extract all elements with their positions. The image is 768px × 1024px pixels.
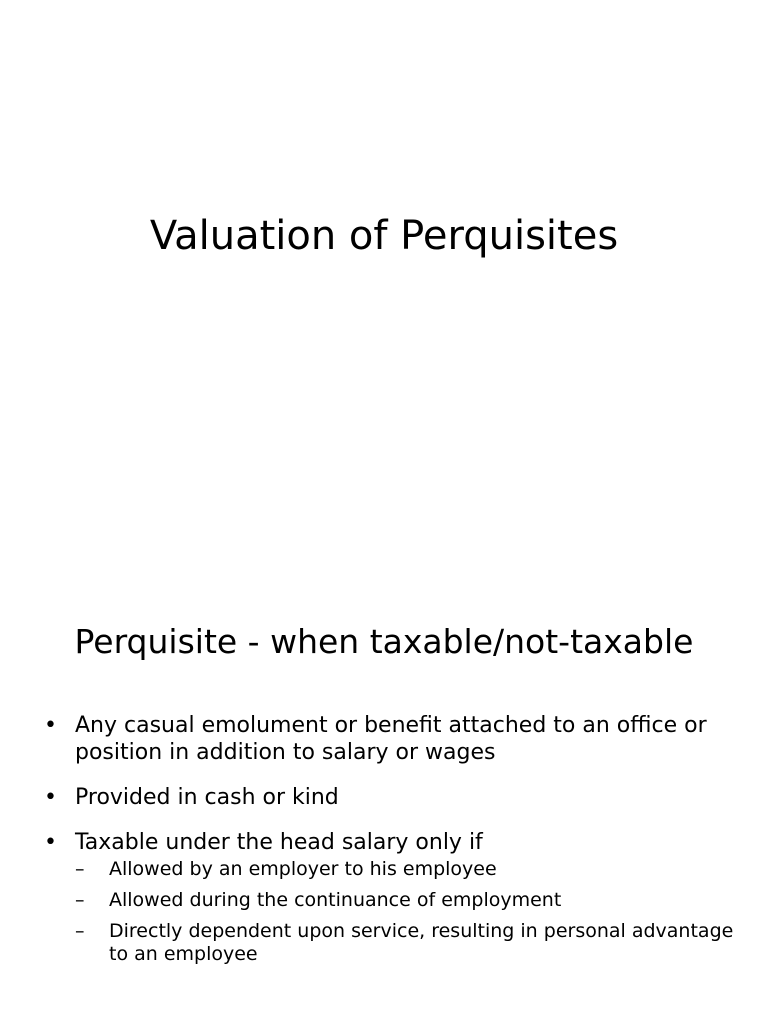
sub-bullet-item: [75, 858, 734, 881]
bullet-text: Provided in cash or kind: [75, 785, 339, 810]
sub-bullet-item: [75, 889, 734, 912]
dash-marker: –: [75, 920, 85, 942]
dash-marker: –: [75, 858, 85, 880]
bullet-text: Any casual emolument or benefit attached to an office or position in addition to salary or wages: [75, 713, 707, 765]
bullet-dot: •: [44, 713, 57, 738]
bullet-item: [44, 829, 734, 856]
bullet-item: [44, 712, 734, 766]
content-slide: [0, 576, 768, 1024]
bullet-text: Taxable under the head salary only if: [75, 830, 483, 855]
sub-bullet-list: [75, 858, 734, 966]
sub-bullet-text: Directly dependent upon service, resulting in personal advantage to an employee: [109, 920, 734, 965]
sub-bullet-text: Allowed by an employer to his employee: [109, 858, 497, 880]
dash-marker: –: [75, 889, 85, 911]
sub-bullet-text: Allowed during the continuance of employment: [109, 889, 562, 911]
bullet-item: [44, 784, 734, 811]
bullet-dot: •: [44, 785, 57, 810]
slide-title: Valuation of Perquisites: [149, 213, 619, 259]
slide-heading: Perquisite - when taxable/not-taxable: [74, 622, 694, 661]
sub-bullet-item: [75, 920, 734, 966]
bullet-list: [44, 712, 734, 974]
bullet-dot: •: [44, 830, 57, 855]
